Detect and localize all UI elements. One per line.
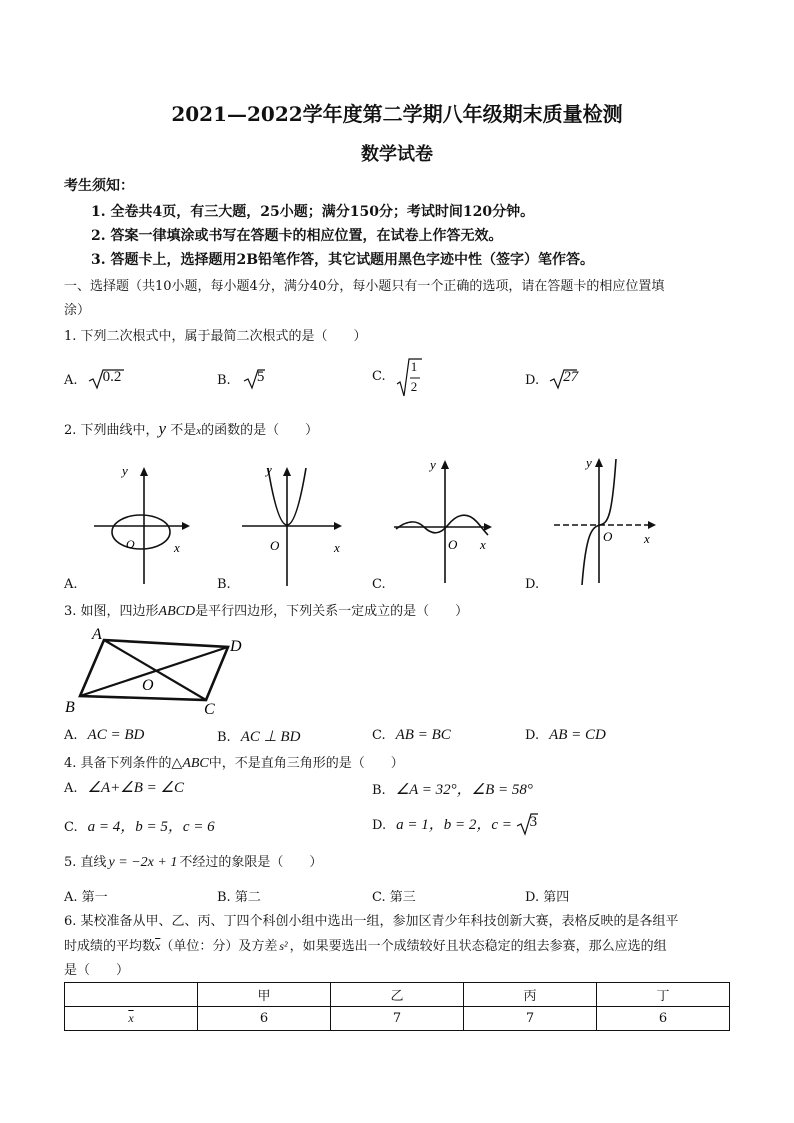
x-axis-label: x (644, 531, 650, 546)
shape-name: ABCD (158, 604, 196, 619)
option-letter: C. (372, 728, 386, 743)
q3-stem-suffix: 是平行四边形，下列关系一定成立的是（ ） (195, 604, 469, 619)
q1-option-b (217, 368, 265, 390)
q4-stem-suffix: 中，不是直角三角形的是（ ） (208, 756, 404, 771)
q6-stem-line2 (64, 935, 667, 954)
q5-stem-prefix: 5. 直线 (64, 855, 107, 870)
q3-stem (64, 600, 468, 620)
q2-option-a-letter: A. (64, 577, 78, 592)
y-axis-label: y (586, 455, 592, 470)
q5-stem (64, 851, 322, 871)
center-o-label: O (142, 677, 154, 694)
option-letter: B. (372, 783, 386, 798)
q6-text-a: 时成绩的平均数 (64, 939, 156, 954)
radicand: 27 (563, 369, 579, 385)
table-row-label: $\overline{x}$ (65, 1007, 198, 1031)
q2-stem-mid: 不是 (166, 423, 197, 438)
table-header-cell: 丁 (597, 983, 730, 1007)
option-letter: D. (525, 890, 540, 905)
option-letter: C. (64, 820, 78, 835)
fraction-denominator: 2 (410, 379, 418, 394)
q6-stem-line1: 6. 某校准备从甲、乙、丙、丁四个科创小组中选出一组，参加区青少年科技创新大赛，表格反映的是各组平 (64, 914, 679, 929)
q2-option-b-letter: B. (217, 577, 231, 592)
vertex-d-label: D (230, 638, 242, 655)
option-letter: B. (217, 373, 231, 388)
origin-label: O (126, 537, 135, 551)
vertex-a-label: A (92, 626, 102, 643)
option-text: 第四 (543, 890, 570, 905)
option-letter: C. (372, 890, 386, 905)
q3-stem-prefix: 3. 如图，四边形 (64, 604, 159, 619)
option-letter: A. (64, 781, 78, 796)
q3-option-b (217, 727, 300, 746)
q5-option-a (64, 886, 108, 905)
option-text: a = 4，b = 5，c = 6 (87, 819, 215, 835)
notice-item-1: 1. 全卷共4页，有三大题，25小题；满分150分；考试时间120分钟。 (91, 204, 535, 220)
variance-symbol: s² (279, 939, 288, 953)
q4-stem (64, 752, 404, 772)
table-cell: 7 (464, 1007, 597, 1031)
option-text: AB = CD (549, 727, 606, 743)
origin-label: O (603, 529, 613, 544)
q6-stem-line3: 是（ ） (64, 963, 130, 978)
q2-stem (64, 419, 318, 439)
section-heading-line2: 涂） (64, 303, 91, 318)
option-letter: B. (217, 890, 231, 905)
option-text: ∠A = 32°，∠B = 58° (395, 782, 533, 798)
table-header-cell: 乙 (331, 983, 464, 1007)
table-header-cell: 丙 (464, 983, 597, 1007)
var-y: y (158, 419, 167, 438)
q1-option-d (525, 368, 577, 390)
q1-stem: 1. 下列二次根式中，属于最简二次根式的是（ ） (64, 329, 367, 344)
q5-option-b (217, 886, 261, 905)
option-letter: B. (217, 730, 231, 745)
option-text: ∠A+∠B = ∠C (87, 780, 184, 796)
radicand: 3 (529, 814, 538, 830)
x-axis-label: x (174, 540, 180, 555)
table-cell: 7 (331, 1007, 464, 1031)
vertex-b-label: B (65, 699, 75, 716)
line-equation: y = −2x + 1 (108, 855, 178, 870)
q6-text-b: （单位：分）及方差 (160, 939, 278, 954)
q5-stem-suffix: 不经过的象限是（ ） (179, 855, 323, 870)
table-header-cell (65, 983, 198, 1007)
q5-option-c (372, 886, 416, 905)
option-letter: A. (64, 728, 78, 743)
option-text: AC ⊥ BD (240, 729, 301, 745)
q3-option-a (64, 727, 144, 744)
table-cell: 6 (198, 1007, 331, 1031)
q4-option-c (64, 815, 215, 836)
table-cell: 6 (597, 1007, 730, 1031)
score-table (64, 982, 730, 1031)
sqrt-sign-icon (396, 358, 422, 398)
x-axis-label: x (334, 540, 340, 555)
q5-option-d (525, 886, 569, 905)
y-axis-label: y (266, 462, 272, 477)
q4-option-b (372, 778, 533, 799)
table-row (65, 1007, 730, 1031)
notice-item-2: 2. 答案一律填涂或书写在答题卡的相应位置，在试卷上作答无效。 (91, 228, 503, 244)
q6-text-c: ，如果要选出一个成绩较好且状态稳定的组去参赛，那么应选的组 (289, 939, 667, 954)
triangle-name: △ABC (171, 756, 209, 771)
option-text: AB = BC (395, 727, 451, 743)
option-text: 第二 (234, 890, 261, 905)
option-text: 第一 (81, 890, 108, 905)
origin-label: O (270, 538, 280, 553)
q2-option-c-letter: C. (372, 577, 386, 592)
y-axis-label: y (122, 463, 128, 478)
q4-option-d (372, 812, 538, 836)
section-heading-line1: 一、选择题（共10小题，每小题4分，满分40分，每小题只有一个正确的选项，请在答题卡的相应位置填 (64, 279, 665, 294)
notice-item-3: 3. 答题卡上，选择题用2B铅笔作答，其它试题用黑色字迹中性（签字）笔作答。 (91, 252, 595, 268)
option-letter: D. (525, 373, 540, 388)
option-text: a = 1，b = 2，c = (396, 817, 516, 833)
mean-symbol: $\overline{x}$ (155, 939, 161, 953)
option-letter: A. (64, 890, 78, 905)
option-text: AC = BD (87, 727, 145, 743)
table-header-row (65, 983, 730, 1007)
q3-option-d (525, 727, 606, 744)
exam-title: 2021—2022学年度第二学期八年级期末质量检测 (171, 102, 623, 126)
q3-option-c (372, 727, 451, 744)
graph-b-parabola (236, 462, 346, 590)
parallelogram-figure (62, 624, 252, 718)
q4-option-a (64, 778, 184, 797)
graph-a-ellipse (86, 462, 196, 590)
q1-option-c (372, 358, 422, 398)
x-axis-label: x (480, 537, 486, 552)
q2-option-d-letter: D. (525, 577, 540, 592)
vertex-c-label: C (204, 701, 215, 718)
option-letter: A. (64, 373, 78, 388)
q2-stem-prefix: 2. 下列曲线中， (64, 423, 159, 438)
option-letter: D. (372, 818, 387, 833)
graph-c-wave (390, 455, 500, 587)
radicand: 5 (256, 369, 265, 385)
fraction-numerator: 1 (410, 359, 418, 374)
q2-stem-suffix: 的函数的是（ ） (201, 423, 319, 438)
option-letter: C. (372, 369, 386, 384)
option-text: 第三 (389, 890, 416, 905)
exam-subtitle: 数学试卷 (361, 144, 433, 165)
q4-stem-prefix: 4. 具备下列条件的 (64, 756, 172, 771)
origin-label: O (448, 537, 458, 552)
var-x: x (196, 425, 202, 437)
option-letter: D. (525, 728, 540, 743)
graph-d-cubic (552, 453, 664, 587)
y-axis-label: y (430, 457, 436, 472)
radicand: 0.2 (102, 369, 122, 385)
q1-option-a (64, 368, 124, 390)
notice-heading: 考生须知： (64, 178, 134, 194)
table-header-cell: 甲 (198, 983, 331, 1007)
